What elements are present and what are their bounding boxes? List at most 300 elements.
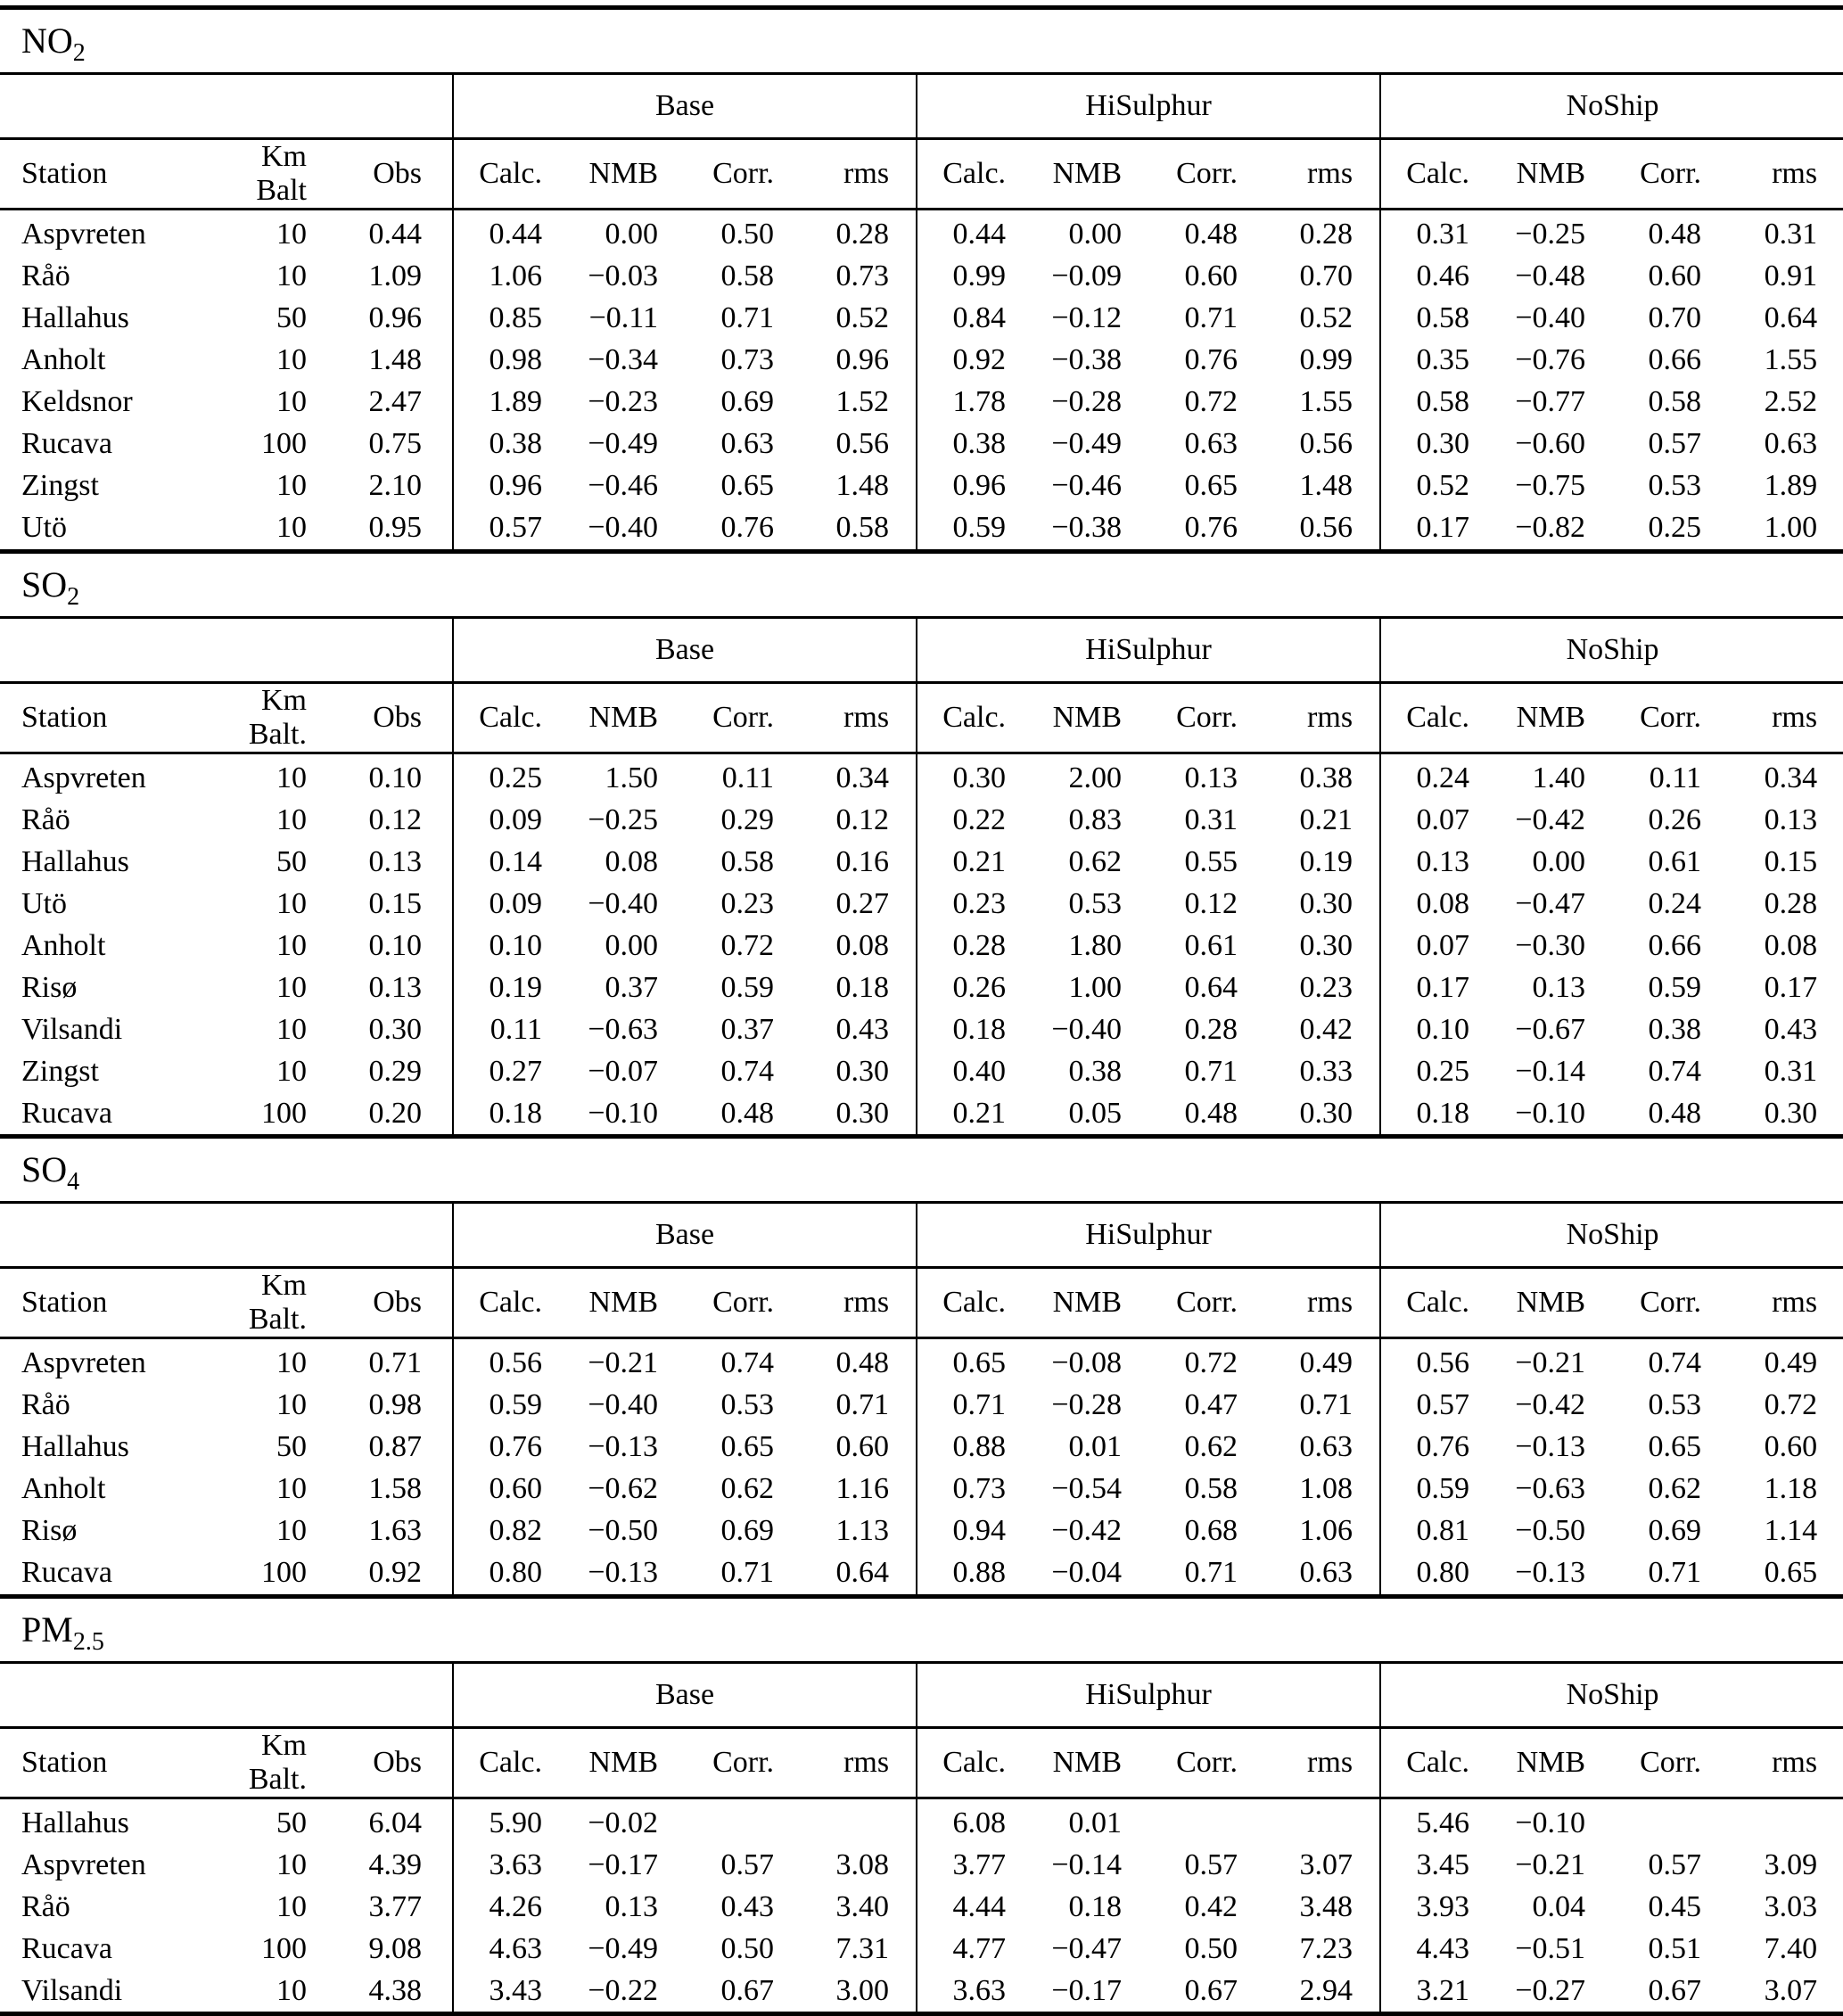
- station-cell: Råö: [21, 259, 70, 292]
- station-cell: Hallahus: [21, 1806, 129, 1839]
- station-cell: Zingst: [21, 469, 99, 502]
- table-body: [0, 210, 1843, 549]
- base-calc-cell: 0.98: [453, 340, 569, 382]
- hisulphur-calc-cell: 0.30: [917, 753, 1033, 799]
- base-nmb-cell: −0.23: [588, 385, 659, 418]
- base-corr-cell: 0.74: [720, 1346, 775, 1380]
- table-row: [0, 465, 1843, 507]
- obs-cell: 0.10: [368, 928, 423, 962]
- hisulphur-corr-cell: 0.12: [1184, 886, 1238, 920]
- section-title-subscript: 4: [67, 1168, 80, 1196]
- table-body: [0, 1798, 1843, 2012]
- section-title: [0, 10, 1843, 75]
- hisulphur-calc-cell: 0.73: [917, 1469, 1033, 1510]
- station-cell: Utö: [21, 886, 67, 920]
- station-cell: Hallahus: [21, 301, 129, 334]
- noship-corr-cell: 0.60: [1648, 259, 1702, 292]
- hisulphur-calc-cell: 0.88: [917, 1427, 1033, 1469]
- hisulphur-nmb-cell: 2.00: [1068, 761, 1123, 794]
- noship-nmb-cell: −0.48: [1515, 259, 1586, 292]
- col-header-station: Station: [0, 139, 223, 210]
- noship-rms-cell: 0.13: [1764, 802, 1818, 836]
- col-header-station: Station: [0, 1727, 223, 1798]
- hisulphur-nmb-cell: 0.62: [1068, 844, 1123, 878]
- base-rms-cell: 1.13: [835, 1514, 890, 1547]
- base-nmb-cell: 0.00: [605, 928, 659, 962]
- hisulphur-rms-cell: 0.21: [1299, 802, 1353, 836]
- noship-rms-cell: 0.17: [1764, 970, 1818, 1004]
- station-cell: Anholt: [21, 1472, 106, 1505]
- base-nmb-cell: −0.11: [588, 301, 659, 334]
- noship-nmb-cell: −0.21: [1515, 1346, 1586, 1380]
- hisulphur-corr-cell: 0.61: [1184, 928, 1238, 962]
- hisulphur-nmb-cell: −0.28: [1051, 1388, 1123, 1421]
- hisulphur-rms-cell: 0.63: [1299, 1556, 1353, 1589]
- col-header-nmb: NMB: [1496, 682, 1612, 753]
- base-corr-cell: 0.59: [720, 970, 775, 1004]
- group-header-spacer: [0, 619, 453, 683]
- statistics-tables: [0, 5, 1843, 2016]
- obs-cell: 0.95: [368, 511, 423, 544]
- col-header-station: Station: [0, 682, 223, 753]
- hisulphur-rms-cell: [1264, 1798, 1380, 1844]
- base-rms-cell: 0.16: [835, 844, 890, 878]
- base-calc-cell: 3.43: [453, 1970, 569, 2012]
- col-header-calc: Calc.: [453, 1727, 569, 1798]
- col-header-calc: Calc.: [453, 1268, 569, 1338]
- km-cell: 10: [276, 1973, 307, 2007]
- column-header-row: [0, 139, 1843, 210]
- base-rms-cell: 0.56: [835, 427, 890, 460]
- obs-cell: 0.92: [368, 1556, 423, 1589]
- noship-calc-cell: 0.08: [1380, 883, 1496, 925]
- base-corr-cell: 0.71: [720, 1556, 775, 1589]
- base-rms-cell: 0.96: [835, 343, 890, 376]
- base-rms-cell: 0.28: [835, 218, 890, 251]
- base-nmb-cell: −0.03: [588, 259, 659, 292]
- base-nmb-cell: −0.17: [588, 1847, 659, 1881]
- table-row: [0, 1469, 1843, 1510]
- col-header-rms: rms: [801, 1727, 917, 1798]
- table-row: [0, 1092, 1843, 1134]
- base-corr-cell: 0.29: [720, 802, 775, 836]
- col-header-nmb: NMB: [1033, 1268, 1148, 1338]
- col-header-rms: rms: [1264, 139, 1380, 210]
- base-nmb-cell: 0.08: [605, 844, 659, 878]
- base-corr-cell: 0.50: [720, 1931, 775, 1965]
- noship-corr-cell: 0.74: [1648, 1054, 1702, 1088]
- noship-rms-cell: 0.49: [1764, 1346, 1818, 1380]
- hisulphur-nmb-cell: −0.49: [1051, 427, 1123, 460]
- section-title-text: PM: [21, 1609, 73, 1650]
- base-rms-cell: 0.30: [835, 1096, 890, 1130]
- noship-nmb-cell: −0.14: [1515, 1054, 1586, 1088]
- base-calc-cell: 4.63: [453, 1928, 569, 1970]
- hisulphur-rms-cell: 1.06: [1299, 1514, 1353, 1547]
- hisulphur-nmb-cell: 1.80: [1068, 928, 1123, 962]
- base-calc-cell: 5.90: [453, 1798, 569, 1844]
- km-cell: 100: [261, 1931, 307, 1965]
- hisulphur-calc-cell: 0.21: [917, 1092, 1033, 1134]
- noship-rms-cell: 3.03: [1764, 1889, 1818, 1923]
- km-cell: 50: [276, 1806, 307, 1839]
- hisulphur-corr-cell: 0.31: [1184, 802, 1238, 836]
- station-cell: Aspvreten: [21, 1346, 146, 1380]
- table-row: [0, 1050, 1843, 1092]
- col-header-corr: Corr.: [1148, 1727, 1264, 1798]
- hisulphur-rms-cell: 0.19: [1299, 844, 1353, 878]
- noship-nmb-cell: 1.40: [1532, 761, 1586, 794]
- obs-cell: 1.09: [368, 259, 423, 292]
- hisulphur-rms-cell: 0.52: [1299, 301, 1353, 334]
- hisulphur-nmb-cell: −0.09: [1051, 259, 1123, 292]
- base-rms-cell: 3.08: [835, 1847, 890, 1881]
- group-header-base: Base: [453, 1204, 917, 1268]
- hisulphur-rms-cell: 0.99: [1299, 343, 1353, 376]
- hisulphur-calc-cell: 0.22: [917, 799, 1033, 841]
- noship-rms-cell: 0.63: [1764, 427, 1818, 460]
- station-cell: Risø: [21, 1514, 78, 1547]
- hisulphur-nmb-cell: −0.17: [1051, 1973, 1123, 2007]
- base-nmb-cell: −0.13: [588, 1430, 659, 1463]
- base-nmb-cell: 1.50: [605, 761, 659, 794]
- hisulphur-corr-cell: 0.62: [1184, 1430, 1238, 1463]
- hisulphur-nmb-cell: −0.08: [1051, 1346, 1123, 1380]
- noship-corr-cell: 0.57: [1648, 427, 1702, 460]
- col-header-rms: rms: [1728, 139, 1843, 210]
- base-rms-cell: 0.30: [835, 1054, 890, 1088]
- base-corr-cell: 0.69: [720, 385, 775, 418]
- hisulphur-rms-cell: 0.30: [1299, 1096, 1353, 1130]
- noship-calc-cell: 0.07: [1380, 799, 1496, 841]
- col-header-calc: Calc.: [917, 139, 1033, 210]
- base-rms-cell: 0.73: [835, 259, 890, 292]
- hisulphur-nmb-cell: 0.01: [1068, 1806, 1123, 1839]
- base-corr-cell: 0.53: [720, 1388, 775, 1421]
- station-cell: Anholt: [21, 343, 106, 376]
- group-header-spacer: [0, 1204, 453, 1268]
- section-title-subscript: 2.5: [72, 1627, 104, 1656]
- table-row: [0, 1886, 1843, 1928]
- col-header-calc: Calc.: [1380, 139, 1496, 210]
- col-header-corr: Corr.: [685, 1268, 801, 1338]
- base-corr-cell: 0.67: [720, 1973, 775, 2007]
- station-cell: Råö: [21, 802, 70, 836]
- col-header-nmb: NMB: [1033, 682, 1148, 753]
- km-cell: 10: [276, 1889, 307, 1923]
- base-nmb-cell: −0.40: [588, 1388, 659, 1421]
- hisulphur-nmb-cell: 0.18: [1068, 1889, 1123, 1923]
- km-cell: 100: [261, 1556, 307, 1589]
- hisulphur-calc-cell: 0.26: [917, 967, 1033, 1008]
- noship-nmb-cell: 0.13: [1532, 970, 1586, 1004]
- noship-nmb-cell: −0.27: [1515, 1973, 1586, 2007]
- obs-cell: 0.75: [368, 427, 423, 460]
- noship-rms-cell: 3.09: [1764, 1847, 1818, 1881]
- hisulphur-corr-cell: 0.71: [1184, 1054, 1238, 1088]
- col-header-corr: Corr.: [1148, 1268, 1264, 1338]
- statistics-table: [0, 1204, 1843, 1594]
- group-header-hisulphur: HiSulphur: [917, 619, 1380, 683]
- noship-rms-cell: [1728, 1798, 1843, 1844]
- km-cell: 10: [276, 1012, 307, 1046]
- hisulphur-calc-cell: 0.84: [917, 298, 1033, 340]
- obs-cell: 1.48: [368, 343, 423, 376]
- table-row: [0, 382, 1843, 424]
- base-nmb-cell: −0.50: [588, 1514, 659, 1547]
- base-calc-cell: 1.06: [453, 256, 569, 298]
- noship-corr-cell: 0.48: [1648, 1096, 1702, 1130]
- col-header-obs: Obs: [317, 1727, 453, 1798]
- noship-nmb-cell: −0.75: [1515, 469, 1586, 502]
- col-header-rms: rms: [801, 682, 917, 753]
- base-calc-cell: 0.85: [453, 298, 569, 340]
- col-header-corr: Corr.: [1612, 682, 1728, 753]
- table-row: [0, 298, 1843, 340]
- hisulphur-corr-cell: 0.28: [1184, 1012, 1238, 1046]
- column-header-row: [0, 1727, 1843, 1798]
- table-row: [0, 210, 1843, 256]
- noship-corr-cell: 0.45: [1648, 1889, 1702, 1923]
- group-header-hisulphur: HiSulphur: [917, 75, 1380, 139]
- noship-rms-cell: 0.43: [1764, 1012, 1818, 1046]
- hisulphur-corr-cell: 0.50: [1184, 1931, 1238, 1965]
- col-header-rms: rms: [1264, 1727, 1380, 1798]
- noship-calc-cell: 0.35: [1380, 340, 1496, 382]
- noship-calc-cell: 0.13: [1380, 841, 1496, 883]
- base-calc-cell: 0.60: [453, 1469, 569, 1510]
- hisulphur-rms-cell: 0.30: [1299, 928, 1353, 962]
- hisulphur-nmb-cell: 0.53: [1068, 886, 1123, 920]
- hisulphur-calc-cell: 0.44: [917, 210, 1033, 256]
- noship-nmb-cell: −0.21: [1515, 1847, 1586, 1881]
- col-header-corr: Corr.: [685, 1727, 801, 1798]
- hisulphur-corr-cell: 0.72: [1184, 385, 1238, 418]
- base-rms-cell: 0.08: [835, 928, 890, 962]
- hisulphur-rms-cell: 3.07: [1299, 1847, 1353, 1881]
- noship-corr-cell: 0.74: [1648, 1346, 1702, 1380]
- km-cell: 10: [276, 886, 307, 920]
- col-header-nmb: NMB: [1496, 139, 1612, 210]
- base-rms-cell: 0.18: [835, 970, 890, 1004]
- km-cell: 10: [276, 761, 307, 794]
- base-corr-cell: 0.23: [720, 886, 775, 920]
- obs-cell: 2.10: [368, 469, 423, 502]
- base-corr-cell: 0.48: [720, 1096, 775, 1130]
- col-header-nmb: NMB: [569, 1268, 685, 1338]
- base-corr-cell: 0.72: [720, 928, 775, 962]
- obs-cell: 0.71: [368, 1346, 423, 1380]
- hisulphur-corr-cell: 0.76: [1184, 343, 1238, 376]
- noship-calc-cell: 0.76: [1380, 1427, 1496, 1469]
- km-cell: 50: [276, 844, 307, 878]
- base-corr-cell: 0.11: [721, 761, 775, 794]
- noship-corr-cell: 0.53: [1648, 469, 1702, 502]
- col-header-corr: Corr.: [1148, 139, 1264, 210]
- obs-cell: 0.87: [368, 1430, 423, 1463]
- group-header-hisulphur: HiSulphur: [917, 1664, 1380, 1728]
- table-row: [0, 925, 1843, 967]
- hisulphur-rms-cell: 0.42: [1299, 1012, 1353, 1046]
- hisulphur-corr-cell: 0.48: [1184, 1096, 1238, 1130]
- hisulphur-rms-cell: 0.56: [1299, 427, 1353, 460]
- column-header-row: [0, 682, 1843, 753]
- noship-rms-cell: 1.89: [1764, 469, 1818, 502]
- hisulphur-rms-cell: 0.33: [1299, 1054, 1353, 1088]
- noship-corr-cell: 0.66: [1648, 928, 1702, 962]
- noship-calc-cell: 3.45: [1380, 1844, 1496, 1886]
- col-header-corr: Corr.: [685, 682, 801, 753]
- base-rms-cell: 3.00: [835, 1973, 890, 2007]
- station-cell: Aspvreten: [21, 1847, 146, 1881]
- base-nmb-cell: 0.13: [605, 1889, 659, 1923]
- hisulphur-calc-cell: 0.94: [917, 1510, 1033, 1552]
- noship-nmb-cell: −0.47: [1515, 886, 1586, 920]
- base-nmb-cell: −0.22: [588, 1973, 659, 2007]
- noship-corr-cell: 0.57: [1648, 1847, 1702, 1881]
- hisulphur-nmb-cell: −0.46: [1051, 469, 1123, 502]
- group-header-noship: NoShip: [1380, 1204, 1843, 1268]
- hisulphur-corr-cell: 0.71: [1184, 1556, 1238, 1589]
- noship-nmb-cell: −0.50: [1515, 1514, 1586, 1547]
- km-cell: 10: [276, 511, 307, 544]
- base-calc-cell: 0.11: [453, 1008, 569, 1050]
- base-corr-cell: 0.50: [720, 218, 775, 251]
- noship-calc-cell: 3.93: [1380, 1886, 1496, 1928]
- km-cell: 10: [276, 802, 307, 836]
- station-cell: Hallahus: [21, 1430, 129, 1463]
- base-corr-cell: 0.57: [720, 1847, 775, 1881]
- base-corr-cell: 0.74: [720, 1054, 775, 1088]
- table-row: [0, 424, 1843, 465]
- group-header-noship: NoShip: [1380, 1664, 1843, 1728]
- col-header-corr: Corr.: [1612, 1268, 1728, 1338]
- noship-nmb-cell: −0.30: [1515, 928, 1586, 962]
- base-rms-cell: 0.48: [835, 1346, 890, 1380]
- station-cell: Utö: [21, 511, 67, 544]
- hisulphur-nmb-cell: −0.42: [1051, 1514, 1123, 1547]
- km-cell: 100: [261, 1096, 307, 1130]
- station-cell: Zingst: [21, 1054, 99, 1088]
- noship-nmb-cell: −0.13: [1515, 1430, 1586, 1463]
- obs-cell: 0.12: [368, 802, 423, 836]
- base-nmb-cell: −0.34: [588, 343, 659, 376]
- table-row: [0, 1844, 1843, 1886]
- section-title: [0, 1599, 1843, 1664]
- col-header-corr: Corr.: [1612, 1727, 1728, 1798]
- noship-corr-cell: 0.53: [1648, 1388, 1702, 1421]
- noship-nmb-cell: −0.10: [1515, 1806, 1586, 1839]
- noship-nmb-cell: −0.60: [1515, 427, 1586, 460]
- noship-rms-cell: 1.55: [1764, 343, 1818, 376]
- base-corr-cell: 0.69: [720, 1514, 775, 1547]
- hisulphur-rms-cell: 0.70: [1299, 259, 1353, 292]
- noship-corr-cell: [1612, 1798, 1728, 1844]
- col-header-nmb: NMB: [1496, 1268, 1612, 1338]
- hisulphur-corr-cell: 0.63: [1184, 427, 1238, 460]
- hisulphur-rms-cell: 0.28: [1299, 218, 1353, 251]
- km-cell: 10: [276, 259, 307, 292]
- table-row: [0, 1008, 1843, 1050]
- noship-calc-cell: 0.17: [1380, 967, 1496, 1008]
- noship-calc-cell: 0.80: [1380, 1552, 1496, 1594]
- base-rms-cell: 0.34: [835, 761, 890, 794]
- table-section: [0, 1134, 1843, 1594]
- base-corr-cell: 0.58: [720, 259, 775, 292]
- table-row: [0, 799, 1843, 841]
- noship-calc-cell: 0.81: [1380, 1510, 1496, 1552]
- noship-rms-cell: 7.40: [1764, 1931, 1818, 1965]
- base-rms-cell: [801, 1798, 917, 1844]
- base-nmb-cell: −0.62: [588, 1472, 659, 1505]
- station-cell: Vilsandi: [21, 1973, 123, 2007]
- col-header-km: Km Balt: [223, 139, 317, 210]
- table-row: [0, 753, 1843, 799]
- station-cell: Aspvreten: [21, 761, 146, 794]
- hisulphur-rms-cell: 0.49: [1299, 1346, 1353, 1380]
- table-body: [0, 1338, 1843, 1594]
- group-header-row: [0, 75, 1843, 139]
- col-header-nmb: NMB: [1033, 1727, 1148, 1798]
- group-header-base: Base: [453, 619, 917, 683]
- table-row: [0, 1427, 1843, 1469]
- hisulphur-calc-cell: 0.65: [917, 1338, 1033, 1385]
- hisulphur-rms-cell: 0.63: [1299, 1430, 1353, 1463]
- noship-calc-cell: 0.10: [1380, 1008, 1496, 1050]
- obs-cell: 1.58: [368, 1472, 423, 1505]
- col-header-corr: Corr.: [1612, 139, 1728, 210]
- noship-corr-cell: 0.61: [1648, 844, 1702, 878]
- group-header-spacer: [0, 75, 453, 139]
- col-header-calc: Calc.: [453, 682, 569, 753]
- table-row: [0, 1338, 1843, 1385]
- noship-calc-cell: 0.46: [1380, 256, 1496, 298]
- km-cell: 10: [276, 469, 307, 502]
- noship-nmb-cell: −0.77: [1515, 385, 1586, 418]
- base-calc-cell: 1.89: [453, 382, 569, 424]
- km-cell: 10: [276, 1514, 307, 1547]
- hisulphur-nmb-cell: 1.00: [1068, 970, 1123, 1004]
- base-calc-cell: 3.63: [453, 1844, 569, 1886]
- table-body: [0, 753, 1843, 1134]
- base-rms-cell: 0.58: [835, 511, 890, 544]
- col-header-station: Station: [0, 1268, 223, 1338]
- hisulphur-corr-cell: 0.13: [1184, 761, 1238, 794]
- base-rms-cell: 0.12: [835, 802, 890, 836]
- noship-calc-cell: 0.56: [1380, 1338, 1496, 1385]
- station-cell: Hallahus: [21, 844, 129, 878]
- hisulphur-corr-cell: 0.58: [1184, 1472, 1238, 1505]
- km-cell: 10: [276, 385, 307, 418]
- noship-rms-cell: 0.72: [1764, 1388, 1818, 1421]
- noship-calc-cell: 3.21: [1380, 1970, 1496, 2012]
- noship-corr-cell: 0.65: [1648, 1430, 1702, 1463]
- obs-cell: 9.08: [368, 1931, 423, 1965]
- table-row: [0, 256, 1843, 298]
- obs-cell: 0.20: [368, 1096, 423, 1130]
- base-calc-cell: 0.96: [453, 465, 569, 507]
- col-header-calc: Calc.: [453, 139, 569, 210]
- table-row: [0, 967, 1843, 1008]
- km-cell: 10: [276, 218, 307, 251]
- base-rms-cell: 0.52: [835, 301, 890, 334]
- noship-nmb-cell: −0.25: [1515, 218, 1586, 251]
- base-corr-cell: 0.71: [720, 301, 775, 334]
- col-header-calc: Calc.: [917, 1727, 1033, 1798]
- km-cell: 100: [261, 427, 307, 460]
- col-header-km: Km Balt.: [223, 1268, 317, 1338]
- table-section: [0, 549, 1843, 1135]
